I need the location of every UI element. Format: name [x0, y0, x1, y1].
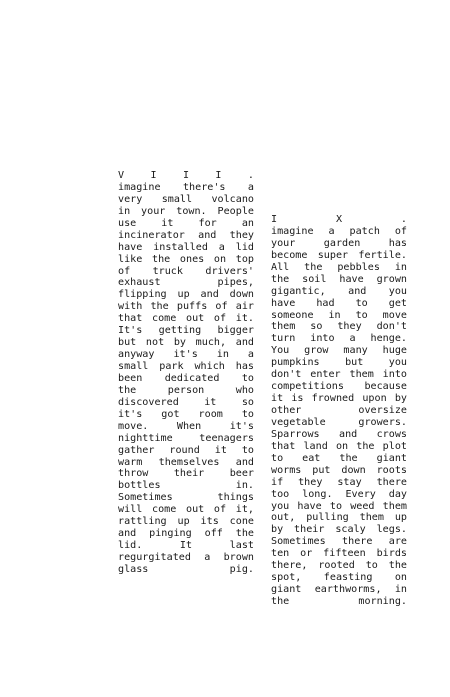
section-numeral: [271, 214, 407, 226]
text-line: them so they don't: [271, 321, 407, 333]
numeral-char: I: [215, 170, 222, 181]
text-line: incinerator and they: [118, 229, 254, 241]
text-line: All the pebbles in: [271, 261, 407, 273]
text-line: don't enter them into: [271, 369, 407, 381]
numeral-char: X: [335, 214, 343, 225]
text-line: been dedicated to: [118, 372, 254, 384]
section-numeral: [118, 170, 254, 182]
text-line: the soil have grown: [271, 273, 407, 285]
text-line: warm themselves and: [118, 456, 254, 468]
numeral-char: I: [271, 214, 278, 225]
text-line: like the ones on top: [118, 253, 254, 265]
text-line: bottles in.: [118, 480, 254, 492]
numeral-char: I: [182, 170, 190, 181]
text-line: someone in to move: [271, 309, 407, 321]
text-line: if they stay there: [271, 476, 407, 488]
numeral-char: .: [400, 214, 407, 225]
text-line: the morning.: [271, 596, 407, 607]
text-line: Sometimes there are: [271, 536, 407, 548]
text-line: competitions because: [271, 381, 407, 393]
text-line: but not by much, and: [118, 337, 254, 349]
text-line: have had to get: [271, 297, 407, 309]
text-line: that land on the plot: [271, 440, 407, 452]
text-line: gather round it to: [118, 444, 254, 456]
text-line: lid. It last: [118, 540, 254, 552]
text-line: discovered it so: [118, 396, 254, 408]
text-line: glass pig.: [118, 563, 254, 575]
text-line: it's got room to: [118, 408, 254, 420]
text-line: exhaust pipes,: [118, 277, 254, 289]
text-line: ten or fifteen birds: [271, 548, 407, 560]
text-line: the person who: [118, 384, 254, 396]
section-viii: [118, 170, 254, 576]
text-line: your garden has: [271, 237, 407, 249]
text-line: spot, feasting on: [271, 572, 407, 584]
text-line: become super fertile.: [271, 249, 407, 261]
text-line: have installed a lid: [118, 241, 254, 253]
text-line: regurgitated a brown: [118, 552, 254, 563]
text-line: vegetable growers.: [271, 416, 407, 428]
text-line: you have to weed them: [271, 500, 407, 512]
text-line: turn into a henge.: [271, 333, 407, 345]
text-line: imagine there's a: [118, 181, 254, 193]
text-line: Sparrows and crows: [271, 428, 407, 440]
text-line: other oversize: [271, 405, 407, 416]
text-line: pumpkins but you: [271, 357, 407, 369]
text-line: flipping up and down: [118, 289, 254, 301]
section-ix: [271, 214, 407, 608]
text-line: rattling up its cone: [118, 516, 254, 528]
text-line: with the puffs of air: [118, 301, 254, 313]
text-line: will come out of it,: [118, 504, 254, 516]
text-line: that come out of it.: [118, 313, 254, 325]
numeral-char: V: [118, 170, 125, 181]
text-line: very small volcano: [118, 193, 254, 205]
text-line: too long. Every day: [271, 488, 407, 500]
text-line: worms put down roots: [271, 464, 407, 476]
text-line: nighttime teenagers: [118, 432, 254, 444]
text-line: to eat the giant: [271, 452, 407, 464]
text-line: It's getting bigger: [118, 325, 254, 337]
text-line: out, pulling them up: [271, 512, 407, 524]
numeral-char: .: [247, 170, 254, 181]
text-line: of truck drivers': [118, 265, 254, 277]
text-line: and pinging off the: [118, 528, 254, 540]
text-line: there, rooted to the: [271, 560, 407, 572]
text-line: throw their beer: [118, 468, 254, 480]
text-line: Sometimes things: [118, 492, 254, 504]
section-body: [271, 226, 407, 608]
text-line: it is frowned upon by: [271, 393, 407, 405]
text-line: You grow many huge: [271, 345, 407, 357]
text-line: imagine a patch of: [271, 225, 407, 237]
text-line: use it for an: [118, 217, 254, 229]
text-line: small park which has: [118, 361, 254, 372]
numeral-char: I: [150, 170, 157, 181]
text-line: gigantic, and you: [271, 285, 407, 297]
text-line: anyway it's in a: [118, 349, 254, 361]
text-line: move. When it's: [118, 420, 254, 432]
text-line: giant earthworms, in: [271, 584, 407, 596]
text-line: in your town. People: [118, 205, 254, 217]
text-line: by their scaly legs.: [271, 524, 407, 536]
section-body: [118, 182, 254, 576]
